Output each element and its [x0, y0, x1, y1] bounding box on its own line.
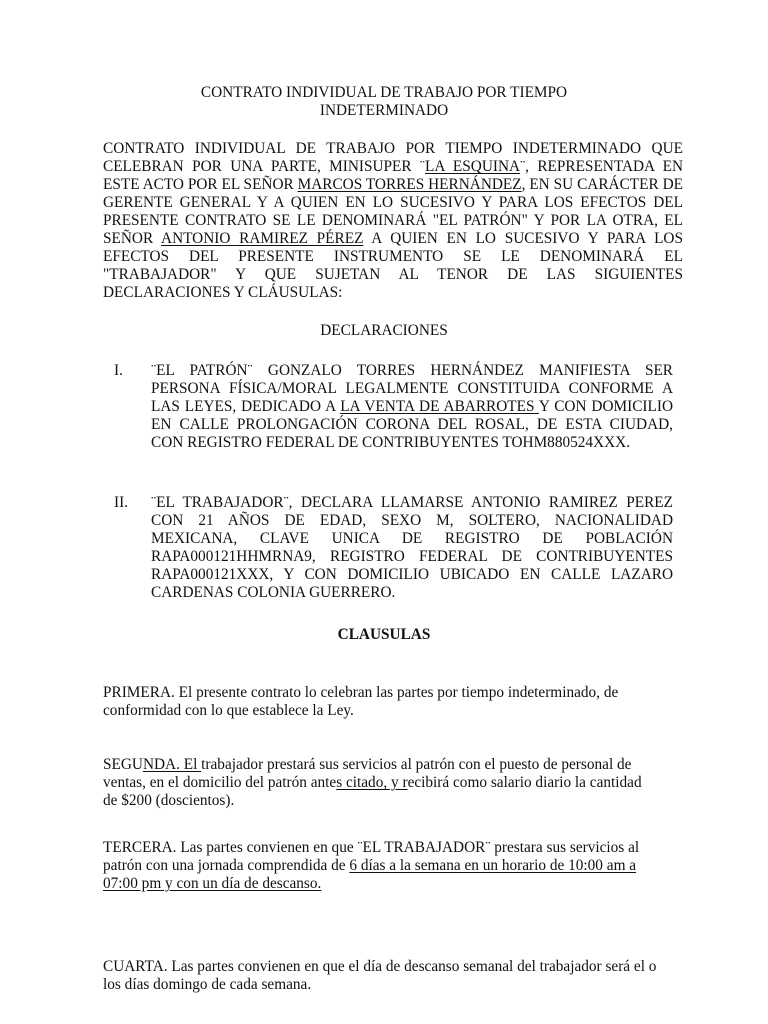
clausulas-heading: CLAUSULAS — [337, 626, 431, 643]
declaration-number: I. — [114, 362, 123, 379]
segunda-text-c: trabajador prestará sus servicios al patrón con el puesto de personal de ventas, en el domicilio del patrón ante — [103, 756, 632, 791]
declaration-text — [151, 362, 673, 452]
worker-name: ANTONIO RAMIREZ PÉREZ — [161, 230, 364, 247]
segunda-text-a: SEGU — [103, 756, 143, 773]
store-name: LA ESQUINA — [425, 158, 521, 175]
clause-tercera — [103, 839, 658, 893]
clause-primera: PRIMERA. El presente contrato lo celebran las partes por tiempo indeterminado, de conformidad con lo que establece la Ley. — [103, 684, 619, 719]
clause-cuarta: CUARTA. Las partes convienen en que el día de descanso semanal del trabajador será el o los días domingo de cada semana. — [103, 958, 657, 993]
declaration-text-1: ¨EL PATRÓN¨ GONZALO TORRES HERNÁNDEZ MANIFIESTA SER PERSONA FÍSICA/MORAL LEGALMENTE CONSTITUIDA CONFORME A LAS LEYES, DEDICADO A — [151, 362, 673, 415]
declaration-text-1: ¨EL TRABAJADOR¨, DECLARA LLAMARSE ANTONIO RAMIREZ PEREZ CON 21 AÑOS DE EDAD, SEXO M, SOLTERO, NACIONALIDAD MEXICANA, CLAVE UNICA DE REGISTRO DE POBLACIÓN RAPA000121HHMRNA9, REGISTRO FEDERAL DE CONTRIBUYENTES RAPA000121XXX, Y CON DOMICILIO UBICADO EN CALLE LAZARO CARDENAS COLONIA GUERRERO. — [151, 494, 673, 601]
declaration-item-1 — [103, 362, 673, 452]
segunda-underline-1: NDA. El — [142, 756, 202, 773]
segunda-underline-2: s citado, y r — [336, 774, 408, 791]
tercera-text: TERCERA. Las partes convienen en que ¨EL TRABAJADOR¨ prestara sus servicios al patrón con una jornada comprendida de — [103, 839, 640, 874]
business-activity: LA VENTA DE ABARROTES — [340, 398, 539, 415]
declaration-item-2 — [103, 494, 673, 602]
title-line-2: INDETERMINADO — [319, 102, 449, 119]
segunda-text-e: ecibirá como salario diario la cantidad de $200 (doscientos). — [103, 774, 642, 809]
title-line-1: CONTRATO INDIVIDUAL DE TRABAJO POR TIEMPO — [200, 84, 568, 101]
intro-text-4: A QUIEN EN LO SUCESIVO Y PARA LOS EFECTOS DEL PRESENTE INSTRUMENTO SE LE DENOMINARÁ EL "TRABAJADOR" Y QUE SUJETAN AL TENOR DE LAS SIGUIENTES DECLARACIONES Y CLÁUSULAS: — [103, 230, 683, 301]
intro-text-2: ¨, REPRESENTADA EN ESTE ACTO POR EL SEÑOR — [103, 158, 683, 193]
declaration-number: II. — [114, 494, 129, 511]
declaration-text — [151, 494, 673, 602]
intro-text-1: CONTRATO INDIVIDUAL DE TRABAJO POR TIEMPO INDETERMINADO QUE CELEBRAN POR UNA PARTE, MINISUPER ¨ — [103, 140, 683, 175]
declaraciones-heading: DECLARACIONES — [320, 322, 448, 339]
representative-name: MARCOS TORRES HERNÁNDEZ — [297, 176, 522, 193]
intro-paragraph — [103, 140, 683, 302]
document-title — [0, 84, 768, 120]
clause-segunda — [103, 756, 658, 810]
work-schedule: 6 días a la semana en un horario de 10:00 am a 07:00 pm y con un día de descanso. — [103, 857, 637, 892]
intro-text-3: , EN SU CARÁCTER DE GERENTE GENERAL Y A QUIEN EN LO SUCESIVO Y PARA LOS EFECTOS DEL PRESENTE CONTRATO SE LE DENOMINARÁ "EL PATRÓN" Y POR LA OTRA, EL SEÑOR — [103, 176, 683, 247]
declaration-text-2: Y CON DOMICILIO EN CALLE PROLONGACIÓN CORONA DEL ROSAL, DE ESTA CIUDAD, CON REGISTRO FEDERAL DE CONTRIBUYENTES TOHM880524XXX. — [151, 398, 673, 451]
